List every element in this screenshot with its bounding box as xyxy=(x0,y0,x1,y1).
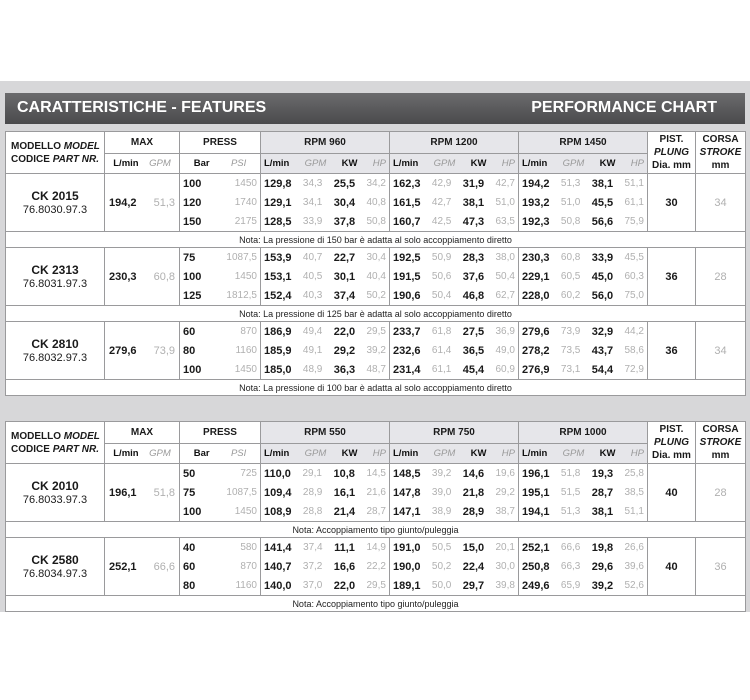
rpm-subheader: L/min GPM KW HP xyxy=(519,444,648,464)
max-flow-cell: 279,6 73,9 xyxy=(105,322,180,380)
features-title: CARATTERISTICHE - FEATURES xyxy=(17,99,267,116)
rpm-subheader: L/min GPM KW HP xyxy=(261,444,390,464)
note-text: Nota: La pressione di 150 bar è adatta al solo accoppiamento diretto xyxy=(6,232,746,248)
pist-header: PIST. PLUNG Dia. mm xyxy=(648,132,696,174)
stroke-header: CORSA STROKE mm xyxy=(696,132,746,174)
rpm-values-cell: 279,6 73,9 32,9 44,2 278,2 73,5 43,7 58,6 276,9 73,1 54,4 72,9 xyxy=(519,322,648,380)
note-text: Nota: Accoppiamento tipo giunto/puleggia xyxy=(6,522,746,538)
piston-diameter: 40 xyxy=(648,538,696,596)
model-header: MODELLO MODEL CODICE PART NR. xyxy=(6,422,105,464)
rpm-values-cell: 191,0 50,5 15,0 20,1 190,0 50,2 22,4 30,0 189,1 50,0 29,7 39,8 xyxy=(390,538,519,596)
press-header: PRESS xyxy=(180,422,261,444)
rpm-header: RPM 1450 xyxy=(519,132,648,154)
part-number: 76.8033.97.3 xyxy=(22,493,88,506)
piston-diameter: 30 xyxy=(648,174,696,232)
table-row xyxy=(6,538,746,596)
part-number: 76.8034.97.3 xyxy=(22,567,88,580)
rpm-header: RPM 1200 xyxy=(390,132,519,154)
rpm-values-cell: 230,3 60,8 33,9 45,5 229,1 60,5 45,0 60,3 228,0 60,2 56,0 75,0 xyxy=(519,248,648,306)
model-code: CK 2313 xyxy=(31,262,79,277)
model-cell xyxy=(6,538,105,596)
max-flow-cell: 230,3 60,8 xyxy=(105,248,180,306)
model-cell xyxy=(6,464,105,522)
rpm-values-cell: 233,7 61,8 27,5 36,9 232,6 61,4 36,5 49,0 231,4 61,1 45,4 60,9 xyxy=(390,322,519,380)
pressure-cell: 40 580 60 870 80 1160 xyxy=(180,538,261,596)
model-code: CK 2015 xyxy=(31,188,79,203)
max-header: MAX xyxy=(105,422,180,444)
model-code: CK 2810 xyxy=(31,336,79,351)
max-subheader: L/min GPM xyxy=(105,154,180,174)
rpm-subheader: L/min GPM KW HP xyxy=(261,154,390,174)
model-cell xyxy=(6,248,105,306)
rpm-header: RPM 960 xyxy=(261,132,390,154)
stroke-value: 34 xyxy=(696,322,746,380)
press-header: PRESS xyxy=(180,132,261,154)
rpm-values-cell: 194,2 51,3 38,1 51,1 193,2 51,0 45,5 61,1 192,3 50,8 56,6 75,9 xyxy=(519,174,648,232)
model-header: MODELLO MODEL CODICE PART NR. xyxy=(6,132,105,174)
model-code: CK 2580 xyxy=(31,552,79,567)
rpm-values-cell: 141,4 37,4 11,1 14,9 140,7 37,2 16,6 22,2 140,0 37,0 22,0 29,5 xyxy=(261,538,390,596)
header-bar xyxy=(5,93,745,124)
pressure-cell: 50 725 75 1087,5 100 1450 xyxy=(180,464,261,522)
press-subheader: Bar PSI xyxy=(180,154,261,174)
rpm-values-cell: 162,3 42,9 31,9 42,7 161,5 42,7 38,1 51,0 160,7 42,5 47,3 63,5 xyxy=(390,174,519,232)
pressure-cell: 100 1450 120 1740 150 2175 xyxy=(180,174,261,232)
note-text: Nota: La pressione di 125 bar è adatta al solo accoppiamento diretto xyxy=(6,306,746,322)
note-text: Nota: La pressione di 100 bar è adatta al solo accoppiamento diretto xyxy=(6,380,746,396)
max-flow-cell: 194,2 51,3 xyxy=(105,174,180,232)
pressure-cell: 60 870 80 1160 100 1450 xyxy=(180,322,261,380)
rpm-header: RPM 750 xyxy=(390,422,519,444)
table-row xyxy=(6,248,746,306)
pist-header: PIST. PLUNG Dia. mm xyxy=(648,422,696,464)
stroke-value: 36 xyxy=(696,538,746,596)
performance-table-2 xyxy=(5,421,746,612)
rpm-values-cell: 148,5 39,2 14,6 19,6 147,8 39,0 21,8 29,2 147,1 38,9 28,9 38,7 xyxy=(390,464,519,522)
rpm-values-cell: 110,0 29,1 10,8 14,5 109,4 28,9 16,1 21,6 108,9 28,8 21,4 28,7 xyxy=(261,464,390,522)
rpm-values-cell: 252,1 66,6 19,8 26,6 250,8 66,3 29,6 39,6 249,6 65,9 39,2 52,6 xyxy=(519,538,648,596)
part-number: 76.8031.97.3 xyxy=(22,277,88,290)
rpm-values-cell: 129,8 34,3 25,5 34,2 129,1 34,1 30,4 40,8 128,5 33,9 37,8 50,8 xyxy=(261,174,390,232)
rpm-subheader: L/min GPM KW HP xyxy=(390,154,519,174)
press-subheader: Bar PSI xyxy=(180,444,261,464)
rpm-values-cell: 192,5 50,9 28,3 38,0 191,5 50,6 37,6 50,4 190,6 50,4 46,8 62,7 xyxy=(390,248,519,306)
model-cell xyxy=(6,322,105,380)
stroke-value: 28 xyxy=(696,464,746,522)
part-number: 76.8030.97.3 xyxy=(22,203,88,216)
max-header: MAX xyxy=(105,132,180,154)
note-row xyxy=(6,232,746,248)
stroke-header: CORSA STROKE mm xyxy=(696,422,746,464)
stroke-value: 34 xyxy=(696,174,746,232)
part-number: 76.8032.97.3 xyxy=(22,351,88,364)
rpm-header: RPM 550 xyxy=(261,422,390,444)
performance-chart-title: PERFORMANCE CHART xyxy=(531,99,717,116)
rpm-values-cell: 196,1 51,8 19,3 25,8 195,1 51,5 28,7 38,5 194,1 51,3 38,1 51,1 xyxy=(519,464,648,522)
rpm-values-cell: 153,9 40,7 22,7 30,4 153,1 40,5 30,1 40,4 152,4 40,3 37,4 50,2 xyxy=(261,248,390,306)
performance-table-1 xyxy=(5,131,746,396)
max-flow-cell: 196,1 51,8 xyxy=(105,464,180,522)
rpm-subheader: L/min GPM KW HP xyxy=(390,444,519,464)
rpm-header: RPM 1000 xyxy=(519,422,648,444)
table-row xyxy=(6,174,746,232)
table-row xyxy=(6,322,746,380)
stroke-value: 28 xyxy=(696,248,746,306)
rpm-subheader: L/min GPM KW HP xyxy=(519,154,648,174)
note-text: Nota: Accoppiamento tipo giunto/puleggia xyxy=(6,596,746,612)
note-row xyxy=(6,380,746,396)
rpm-values-cell: 186,9 49,4 22,0 29,5 185,9 49,1 29,2 39,2 185,0 48,9 36,3 48,7 xyxy=(261,322,390,380)
model-cell xyxy=(6,174,105,232)
note-row xyxy=(6,596,746,612)
note-row xyxy=(6,306,746,322)
note-row xyxy=(6,522,746,538)
table-row xyxy=(6,464,746,522)
piston-diameter: 36 xyxy=(648,248,696,306)
max-flow-cell: 252,1 66,6 xyxy=(105,538,180,596)
piston-diameter: 40 xyxy=(648,464,696,522)
model-code: CK 2010 xyxy=(31,478,79,493)
max-subheader: L/min GPM xyxy=(105,444,180,464)
pressure-cell: 75 1087,5 100 1450 125 1812,5 xyxy=(180,248,261,306)
piston-diameter: 36 xyxy=(648,322,696,380)
